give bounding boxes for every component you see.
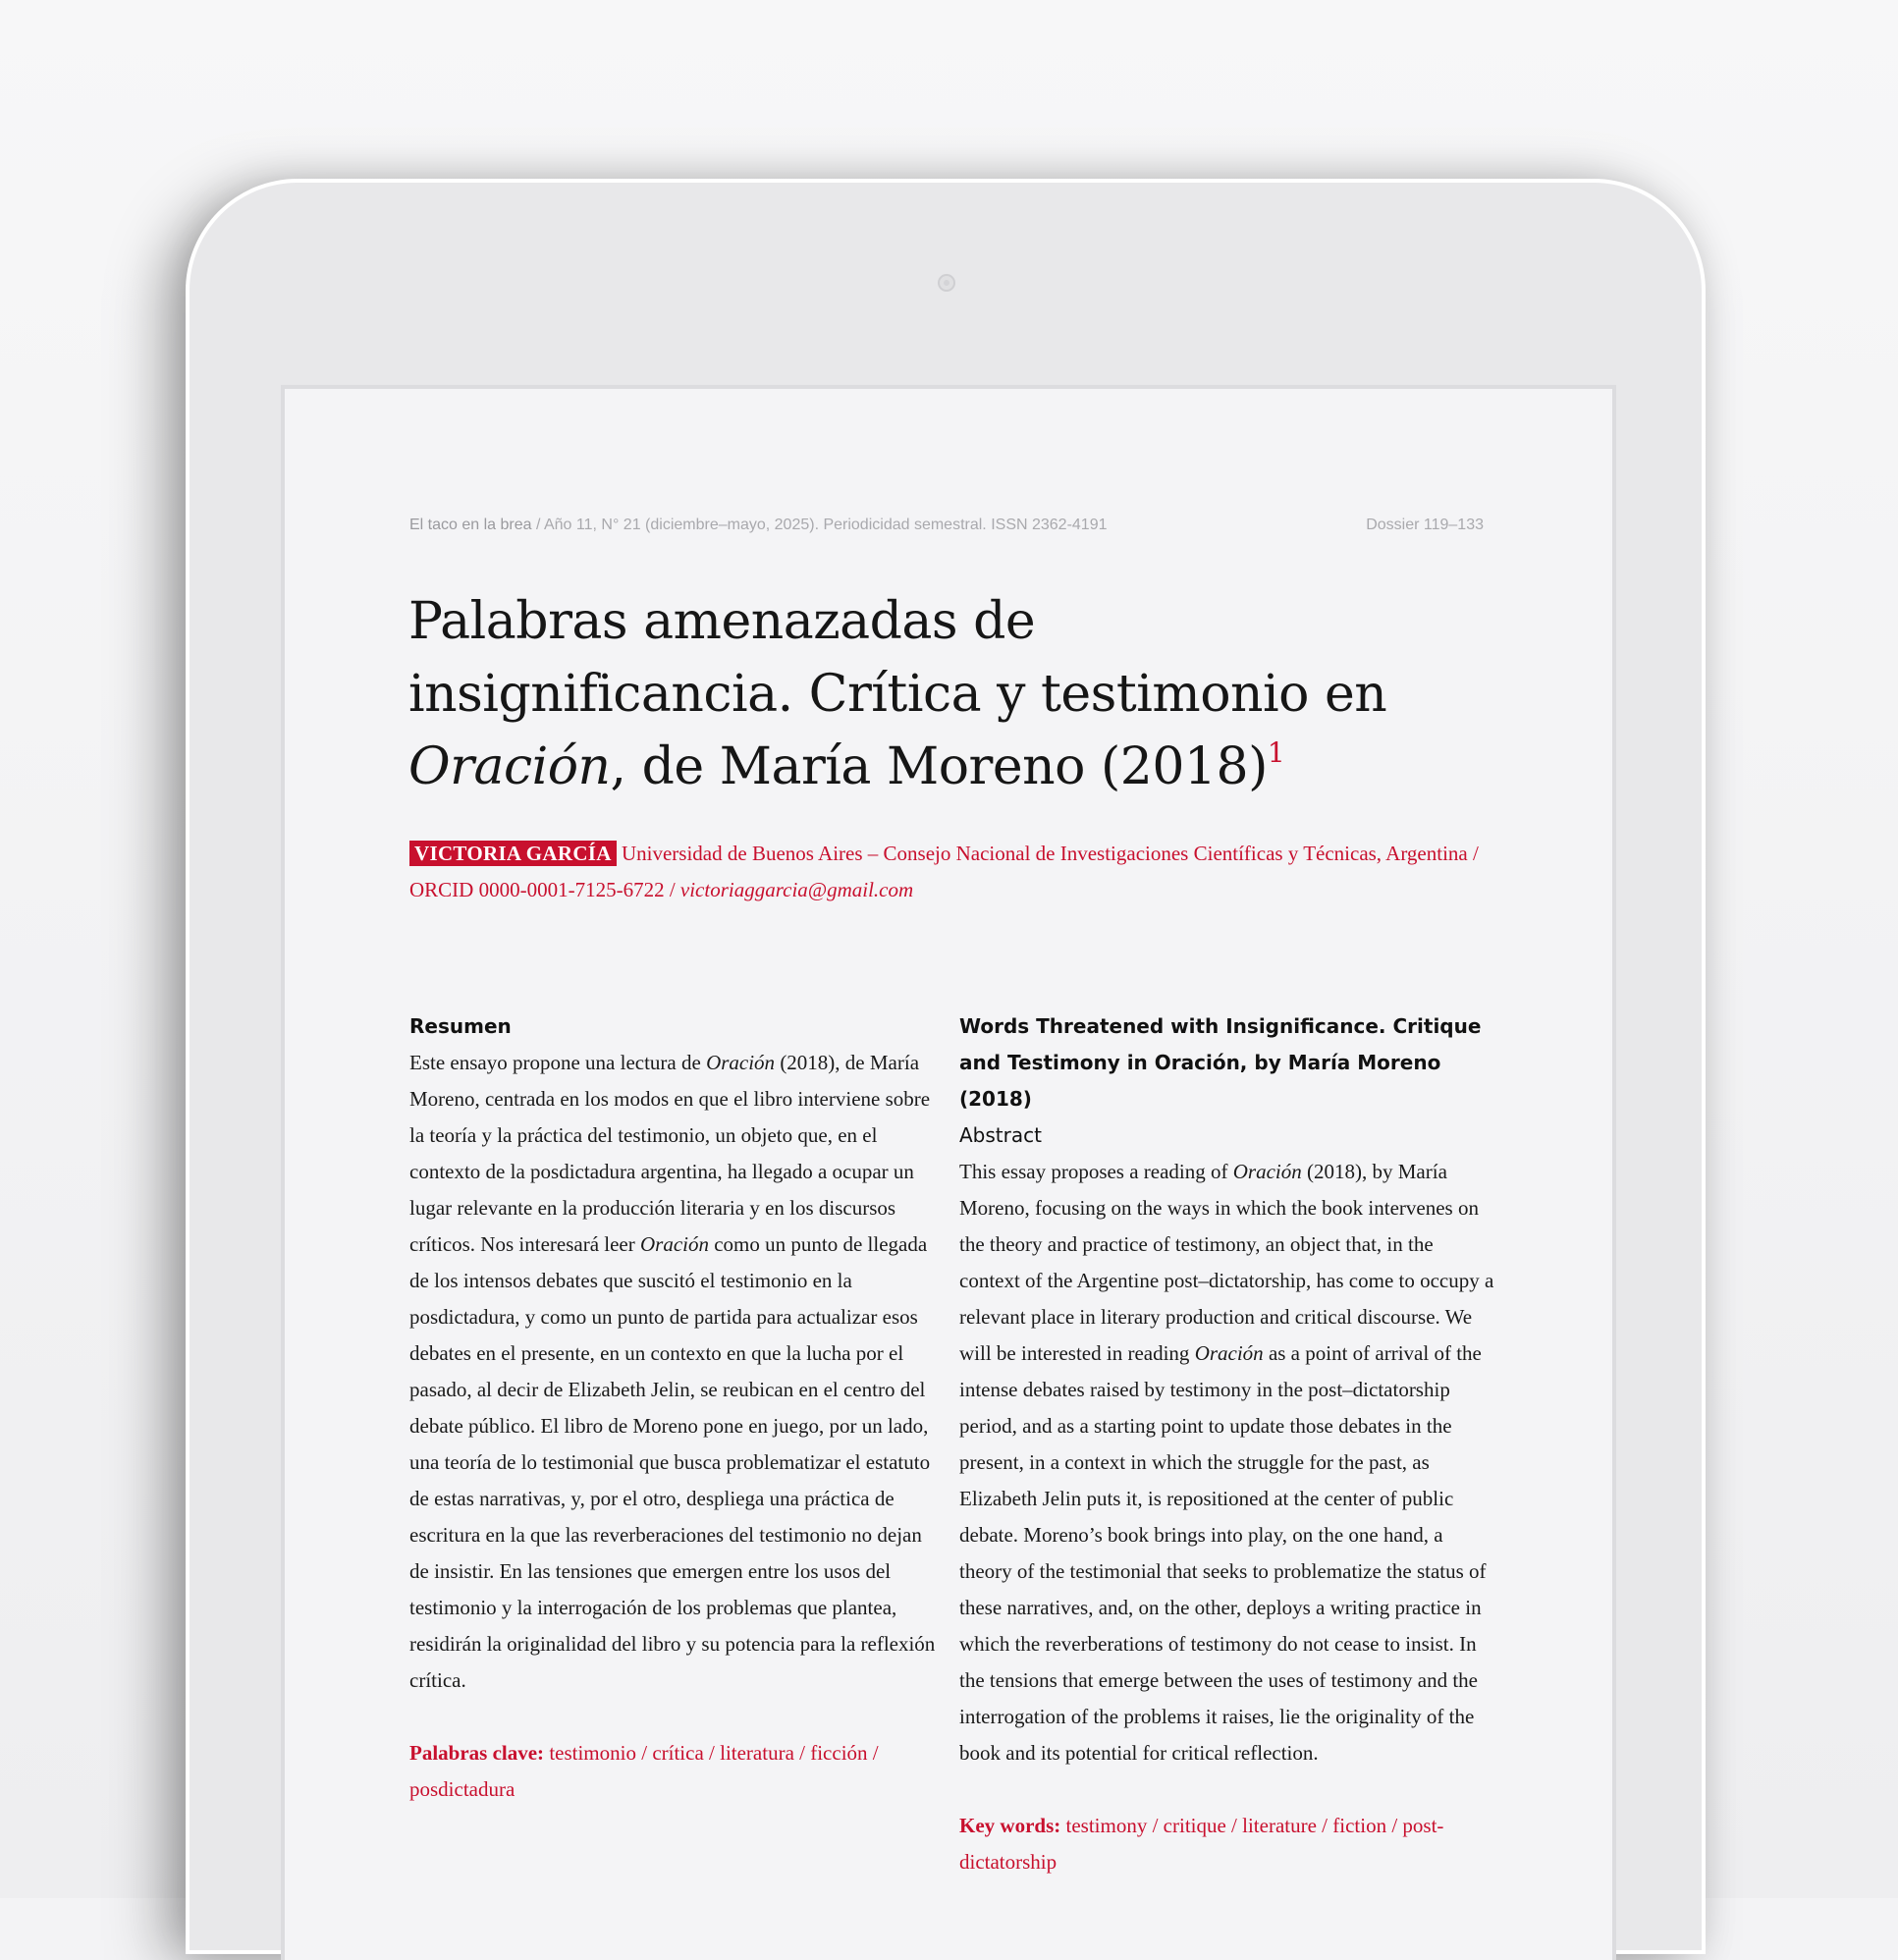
key-words-values: testimony / critique / literature / fiction / post-dictatorship [959,1814,1444,1874]
article-title [408,585,1390,803]
abstract-text-2: (2018), by María Moreno, focusing on the ways in which the book intervenes on the theory and practice of testimony, an object that, in the context of the Argentine post–dictatorship, has come to occupy a relevant place in literary production and critical discourse. We will be interested in reading [959,1160,1494,1365]
running-head [409,517,1484,534]
tablet-device [190,183,1702,1950]
english-title: Words Threatened with Insignificance. Critique and Testimony in Oración, by María Moreno (2018) [959,1014,1482,1111]
journal-name: El taco en la brea [409,517,532,533]
abstract-italic-1: Oración [1232,1160,1302,1183]
palabras-clave [409,1735,945,1808]
camera-icon [938,274,955,292]
author-name: VICTORIA GARCÍA [409,841,617,866]
palabras-clave-label: Palabras clave: [409,1741,545,1765]
document-screen[interactable] [285,389,1612,1960]
title-part-2: , de María Moreno (2018) [610,737,1268,796]
abstract-column [959,1008,1494,1880]
author-block [409,836,1490,908]
key-words-label: Key words: [959,1814,1061,1837]
palabras-clave-values: testimonio / crítica / literatura / ficción / posdictadura [409,1741,879,1801]
resumen-body [409,1045,945,1699]
resumen-text-1: Este ensayo propone una lectura de [409,1051,707,1074]
section-pages: Dossier 119–133 [1366,517,1484,533]
abstract-italic-2: Oración [1194,1341,1264,1365]
abstract-heading: Abstract [959,1123,1042,1147]
resumen-heading: Resumen [409,1014,512,1038]
author-affiliation: Universidad de Buenos Aires – Consejo Nacional de Investigaciones Científicas y Técnicas, Argentina / ORCID 0000-0001-7125-6722 / [409,842,1479,901]
abstract-text-1: This essay proposes a reading of [959,1160,1233,1183]
resumen-column [409,1008,945,1808]
resumen-italic-2: Oración [639,1232,709,1256]
key-words [959,1808,1494,1880]
footnote-marker[interactable]: 1 [1267,736,1285,769]
resumen-text-3: como un punto de llegada de los intensos debates que suscitó el testimonio en la posdictadura, y como un punto de partida para actualizar esos debates en el presente, en un contexto en que la lucha por el pasado, al decir de Elizabeth Jelin, se reubican en el centro del debate público. El libro de Moreno pone en juego, por un lado, una teoría de lo testimonial que busca problematizar el estatuto de estas narrativas, y, por el otro, despliega una práctica de escritura en la que las reverberaciones del testimonio no dejan de insistir. En las tensiones que emergen entre los usos del testimonio y la interrogación de los problemas que plantea, residirán la originalidad del libro y su potencia para la reflexión crítica. [409,1232,936,1692]
author-email[interactable]: victoriaggarcia@gmail.com [679,878,914,901]
resumen-text-2: (2018), de María Moreno, centrada en los modos en que el libro interviene sobre la teoría y la práctica del testimonio, un objeto que, en el contexto de la posdictadura argentina, ha llegado a ocupar un lugar relevante en la producción literaria y en los discursos críticos. Nos interesará leer [409,1051,931,1256]
abstract-text-3: as a point of arrival of the intense debates raised by testimony in the post–dictatorship period, and as a starting point to update those debates in the present, in a context in which the struggle for the past, as Elizabeth Jelin puts it, is repositioned at the center of public debate. Moreno’s book brings into play, on the one hand, a theory of the testimonial that seeks to problematize the status of these narratives, and, on the other, deploys a writing practice in which the reverberations of testimony do not cease to insist. In the tensions that emerge between the uses of testimony and the interrogation of the problems it raises, lie the originality of the book and its potential for critical reflection. [959,1341,1487,1765]
running-head-left [409,517,1108,534]
resumen-italic-1: Oración [706,1051,776,1074]
issue-info: / Año 11, N° 21 (diciembre–mayo, 2025). Periodicidad semestral. ISSN 2362-4191 [531,517,1108,533]
abstract-body [959,1154,1494,1771]
title-italic: Oración [408,737,611,796]
title-part-1: Palabras amenazadas de insignificancia. Crítica y testimonio en [408,592,1387,724]
